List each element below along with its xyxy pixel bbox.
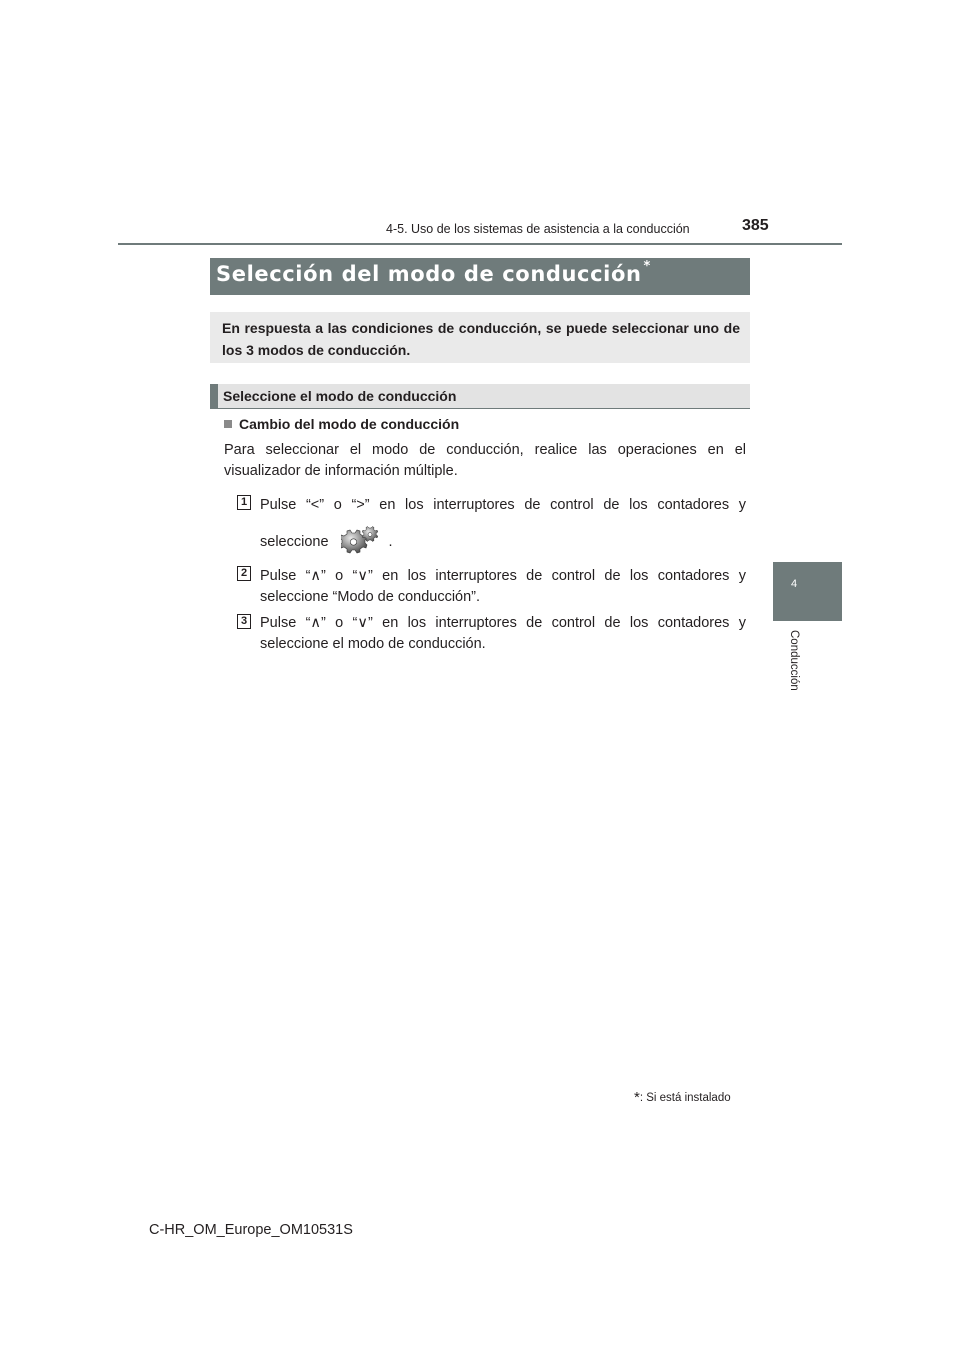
step-3-line-2: seleccione el modo de conducción. — [260, 636, 486, 652]
subsection-header: Seleccione el modo de conducción — [210, 384, 750, 409]
step-2-text — [260, 566, 746, 608]
intro-box: En respuesta a las condiciones de conducción, se puede seleccionar uno de los 3 modos de conducción. — [210, 312, 750, 363]
title-footnote-marker: * — [643, 259, 651, 274]
footnote-text: : Si está instalado — [639, 1092, 731, 1104]
bullet-heading-text: Cambio del modo de conducción — [239, 416, 460, 432]
step-3-line-1: Pulse “∧” o “∨” en los interruptores de control de los contadores y — [260, 615, 746, 631]
document-code: C-HR_OM_Europe_OM10531S — [149, 1222, 353, 1238]
step-number-box: 2 — [237, 566, 251, 581]
bullet-square-icon — [224, 420, 232, 428]
step-number-box: 1 — [237, 495, 251, 510]
step-2-line-1: Pulse “∧” o “∨” en los interruptores de control de los contadores y — [260, 568, 746, 584]
step-1-line-2 — [260, 526, 746, 558]
step-1-line-2-after: . — [388, 533, 393, 550]
step-2-line-2: seleccione “Modo de conducción”. — [260, 589, 481, 605]
footnote-marker: * — [634, 1089, 640, 1106]
page-title — [210, 258, 750, 295]
step-3-text — [260, 613, 746, 655]
page-title-text: Selección del modo de conducción — [216, 262, 642, 286]
paragraph-line-2: visualizador de información múltiple. — [224, 463, 458, 479]
step-number-box: 3 — [237, 614, 251, 629]
header-divider — [118, 243, 842, 245]
step-1-text — [260, 495, 746, 558]
chapter-label: Conducción — [788, 630, 800, 691]
step-1-line-1: Pulse “<” o “>” en los interruptores de control de los contadores y — [260, 497, 746, 513]
settings-gears-icon — [341, 526, 379, 558]
chapter-tab — [773, 562, 842, 621]
page-number: 385 — [742, 217, 769, 234]
bullet-heading — [224, 416, 459, 432]
paragraph-line-1: Para seleccionar el modo de conducción, realice las operaciones en el — [224, 442, 746, 458]
chapter-number: 4 — [790, 578, 798, 590]
step-1-line-2-before: seleccione — [260, 533, 329, 550]
footnote — [634, 1089, 731, 1106]
instruction-paragraph — [224, 440, 746, 482]
section-title: 4-5. Uso de los sistemas de asistencia a la conducción — [386, 222, 690, 236]
